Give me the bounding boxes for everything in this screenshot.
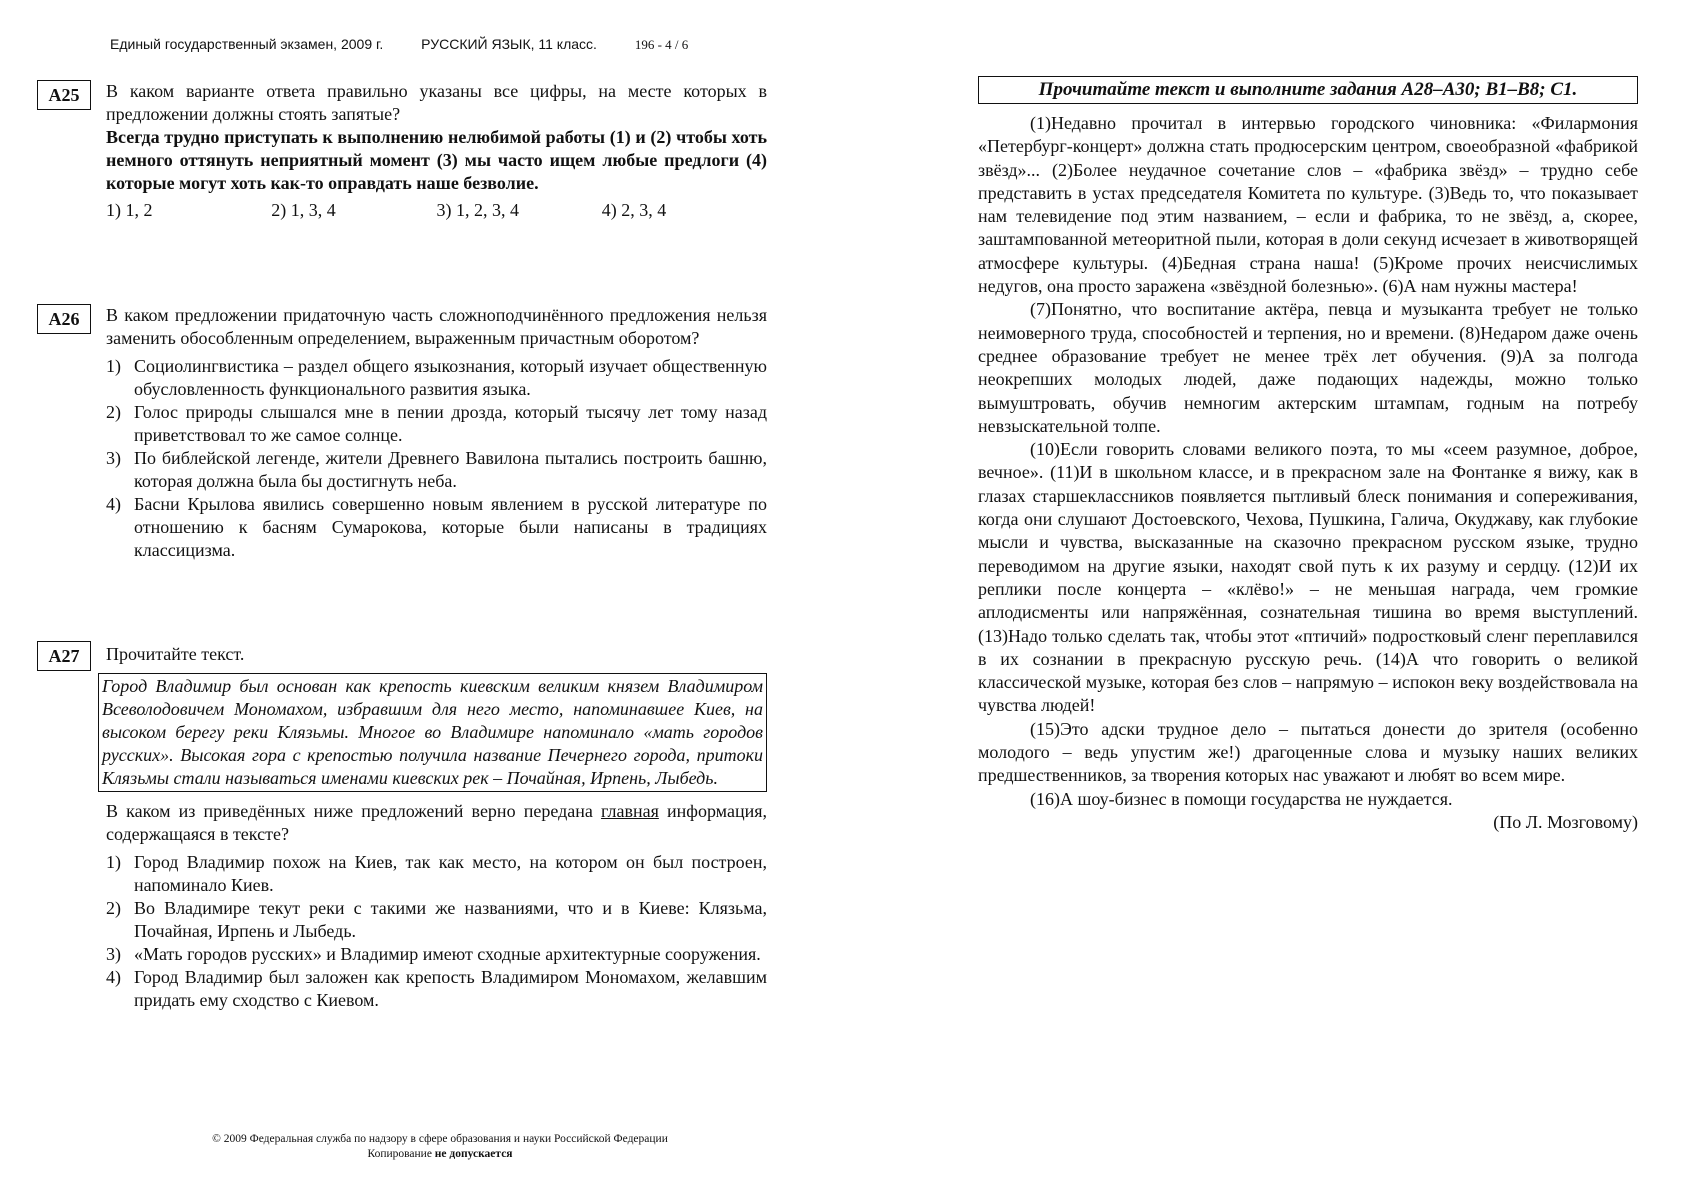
task-label: А26 [37,304,91,334]
answer-option[interactable]: 4) 2, 3, 4 [601,200,667,220]
answer-option[interactable]: 2) 1, 3, 4 [271,200,336,220]
text-paragraph: (10)Если говорить словами великого поэта, то мы «сеем разумное, доброе, вечное». (11)И в школьном классе, и в прекрасном зале на Фонтанке я вижу, как в глазах старшеклассников появляется пытливый блеск понимания и сопереживания, когда они слушают Достоевского, Чехова, Пушкина, Галича, Окуджаву, как глубокие мысли и чувства, высказанные на сказочно прекрасном русском языке, трудно переводимом на другие языки, находят свой путь к их разуму и сердцу. (12)И их реплики после концерта – «клёво!» – не меньшая награда, чем громкие аплодисменты или напряжённая, сознательная тишина во время выступлений. (13)Надо только сделать так, чтобы этот «птичий» подростковый сленг переплавился в их сознании в прекрасную русскую речь. (14)А что говорить о великой классической музыке, которая без слов – напрямую – испокон веку воздействовала на чувства людей! [978,439,1638,716]
answer-option[interactable]: 3) По библейской легенде, жители Древнего Вавилона пытались построить башню, которая должна была бы достигнуть неба. [106,448,767,491]
task-intro: Прочитайте текст. [106,644,245,664]
page-header [110,36,722,53]
reading-passage: Город Владимир был основан как крепость киевским великим князем Владимиром Всеволодовичем Мономахом, избравшим для него место, напоминавшее Киев, на высоком берегу реки Клязьмы. Многое во Владимире напоминало «мать городов русских». Высокая гора с крепостью получила название Печернего города, притоки Клязьмы стали называться именами киевских рек – Почайная, Ирпень, Лыбедь. [98,673,767,792]
answer-option[interactable]: 3) 1, 2, 3, 4 [436,200,519,220]
text-paragraph: (16)А шоу-бизнес в помощи государства не нуждается. [1030,788,1453,809]
reading-text-section [978,76,1638,834]
task-a25 [37,80,767,222]
answer-options [106,199,767,222]
task-question: В каком варианте ответа правильно указаны все цифры, на месте которых в предложении должны стоять запятые? [106,81,767,124]
answer-option[interactable]: 3) «Мать городов русских» и Владимир имеют сходные архитектурные сооружения. [106,944,761,964]
answer-option[interactable]: 1) 1, 2 [106,200,153,220]
text-paragraph: (7)Понятно, что воспитание актёра, певца и музыканта требует не только неимоверного труда, способностей и терпения, но и времени. (8)Недаром даже очень среднее образование требует не менее трёх лет обучения. (9)А за полгода неокрепших молодых людей, даже подающих надежды, можно только вымуштровать, обучив немногим актерским штампам, годным на потребу невзыскательной толпе. [978,299,1638,436]
page-number: 196 - 4 / 6 [634,37,689,52]
task-a26 [37,304,767,562]
answer-option[interactable]: 1) Социолингвистика – раздел общего языкознания, который изучает общественную обусловленность функционального развития языка. [106,356,767,399]
copyright-line: © 2009 Федеральная служба по надзору в сфере образования и науки Российской Федерации [212,1133,668,1145]
task-a27 [37,641,767,1012]
answer-options [106,851,767,1012]
task-label: А27 [37,641,91,671]
task-question: В каком предложении придаточную часть сложноподчинённого предложения нельзя заменить обособленным определением, выраженным причастным оборотом? [106,305,767,348]
answer-option[interactable]: 2) Во Владимире текут реки с такими же названиями, что и в Киеве: Клязьма, Почайная, Ирпень и Лыбедь. [106,898,767,941]
copy-notice: Копирование не допускается [367,1148,513,1160]
answer-option[interactable]: 1) Город Владимир похож на Киев, так как место, на котором он был построен, напоминало Киев. [106,852,767,895]
section-title: Прочитайте текст и выполните задания А28–А30; В1–В8; С1. [978,76,1638,104]
subject-title: РУССКИЙ ЯЗЫК, 11 класс. [421,36,597,52]
text-paragraph: (1)Недавно прочитал в интервью городского чиновника: «Филармония «Петербург-концерт» должна стать продюсерским центром, своеобразной «фабрикой звёзд»... (2)Более неудачное сочетание слов – «фабрика звёзд» – трудно себе представить в устах председателя Комитета по культуре. (3)Ведь то, что показывает нам телевидение под этим названием, – если и фабрика, то не звёзд, а, скорее, заштампованной метеоритной пыли, которая в доли секунд исчезает в животворящей атмосфере культуры. (4)Бедная страна наша! (5)Кроме прочих неисчислимых недугов, она просто заражена «звёздной болезнью». (6)А нам нужны мастера! [978,113,1638,297]
task-label: А25 [37,80,91,110]
answer-option[interactable]: 4) Город Владимир был заложен как крепость Владимиром Мономахом, желавшим придать ему сходство с Киевом. [106,967,767,1010]
answer-option[interactable]: 4) Басни Крылова явились совершенно новым явлением в русской литературе по отношению к басням Сумарокова, которые были написаны в традициях классицизма. [106,494,767,560]
text-paragraph: (15)Это адски трудное дело – пытаться донести до зрителя (особенно молодого – ведь упустим же!) драгоценные слова и музыку наших великих предшественников, за творения которых нас уважают и любят во всем мире. [978,718,1638,786]
answer-option[interactable]: 2) Голос природы слышался мне в пении дрозда, который тысячу лет тому назад приветствовал то же самое солнце. [106,402,767,445]
page-footer [170,1132,710,1162]
text-source: (По Л. Мозговому) [1493,811,1638,832]
answer-options [106,355,767,562]
task-sentence: Всегда трудно приступать к выполнению нелюбимой работы (1) и (2) чтобы хоть немного оттянуть неприятный момент (3) мы часто ищем любые предлоги (4) которые могут хоть как-то оправдать наше безволие. [106,127,767,193]
exam-title: Единый государственный экзамен, 2009 г. [110,36,384,52]
task-question: В каком из приведённых ниже предложений верно передана главная информация, содержащаяся в тексте? [106,801,767,844]
